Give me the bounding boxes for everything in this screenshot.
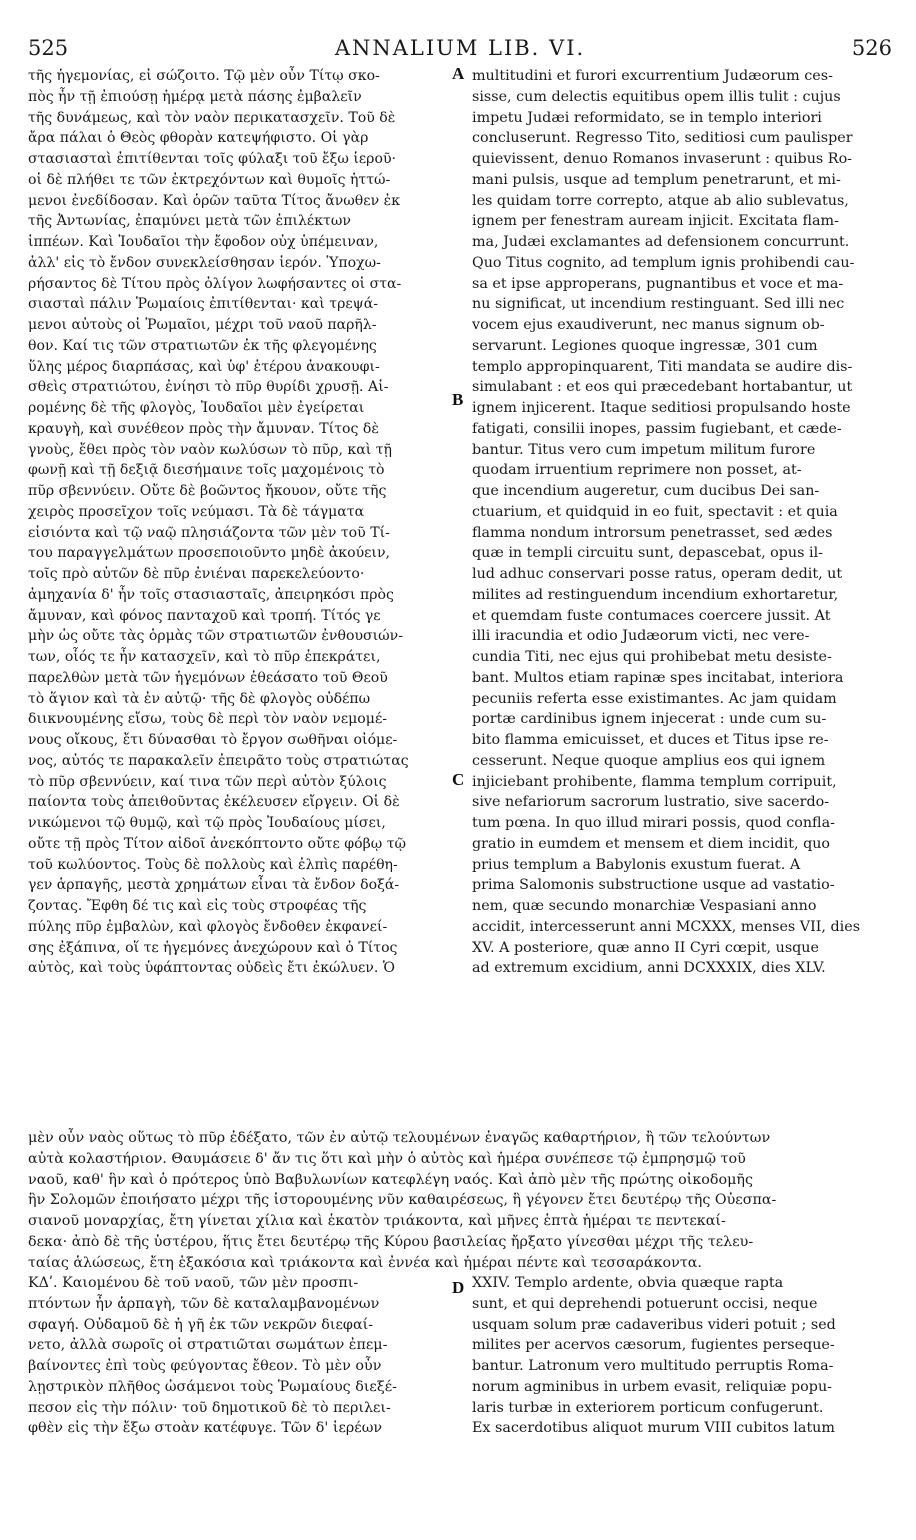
latin-text-line: portæ cardinibus ignem injecerat : unde cum su-	[472, 711, 827, 728]
greek-text-line: βαίνοντες ἐπὶ τοὺς φεύγοντας ἔθεον. Τὸ μὲν οὖν	[28, 1358, 382, 1374]
greek-text-line: πὸς ἦν τῇ ἐπιούσῃ ἡμέρᾳ μετὰ πάσης ἐμβαλεῖν	[28, 88, 362, 105]
greek-text-line: τῆς ἡγεμονίας, εἰ σώζοιτο. Τῷ μὲν οὖν Τίτῳ σκο-	[28, 68, 380, 84]
latin-text-line: XV. A posteriore, quæ anno II Cyri cœpit, usque	[472, 939, 819, 956]
greek-text-line: μενοι ἐνεδίδοσαν. Καὶ ὁρῶν ταῦτα Τίτος ἄνωθεν ἐκ	[28, 192, 401, 209]
latin-text-line: XXIV. Templo ardente, obvia quæque rapta	[472, 1275, 784, 1291]
latin-text-line: prima Salomonis substructione usque ad vastatio-	[472, 877, 835, 894]
greek-text-line: του παραγγελμάτων προσεποιοῦντο μηδὲ ἀκούειν,	[28, 545, 391, 562]
greek-text-line: νικώμενοι τῷ θυμῷ, καὶ τῷ πρὸς Ἰουδαίους μίσει,	[28, 815, 386, 831]
latin-text-line: tum pœna. In quo illud mirari possis, quod confla-	[472, 815, 835, 831]
greek-text-line: ἱππέων. Καὶ Ἰουδαῖοι τὴν ἔφοδον οὐχ ὑπέμειναν,	[28, 234, 379, 250]
greek-text-line: διικνουμένης εἴσω, τοὺς δὲ περὶ τὸν ναὸν νεμομέ-	[28, 711, 388, 728]
greek-text-line: ἣν Σολομῶν ἐποιήσατο μέχρι τῆς ἱστορουμένης νῦν καθαιρέσεως, ἣ γέγονεν ἔτει δευτέρῳ τῆς Οὐεσπα-	[28, 1192, 777, 1209]
latin-text-line: Ex sacerdotibus aliquot murum VIII cubitos latum	[472, 1420, 835, 1437]
latin-text-line: quievissent, denuo Romanos invaserunt : quibus Ro-	[472, 151, 853, 167]
greek-column	[28, 66, 460, 979]
latin-text-line: sa et ipse approperans, pugnantibus et voce et ma-	[472, 275, 844, 292]
greek-text-line: παίοντα τοὺς ἀπειθοῦντας ἐκέλευσεν εἴργειν. Οἱ δὲ	[28, 794, 400, 811]
page-number-right: 526	[851, 36, 892, 60]
greek-text-line: ρήσαντος δὲ Τίτου πρὸς ὀλίγον λωφήσαντες οἱ στα-	[28, 275, 402, 292]
greek-text-line: σφαγή. Οὐδαμοῦ δὲ ἡ γῆ ἐκ τῶν νεκρῶν διεφαί-	[28, 1316, 374, 1333]
latin-text-line: ma, Judæi exclamantes ad defensionem concurrunt.	[472, 234, 850, 250]
latin-text-line: simulabant : et eos qui præcedebant hortabantur, ut	[472, 379, 853, 396]
greek-text-line: οἱ δὲ πλήθει τε τῶν ἐκτρεχόντων καὶ θυμοῖς ἡττώ-	[28, 171, 391, 188]
greek-full-width-paragraph	[28, 1128, 894, 1273]
greek-text-line: ταίας ἁλώσεως, ἔτη ἑξακόσια καὶ τριάκοντα καὶ ἐννέα καὶ ἡμέραι πέντε καὶ τεσσαράκοντα.	[28, 1254, 702, 1271]
latin-chapter-24	[472, 1273, 894, 1439]
greek-text-line: δεκα· ἀπὸ δὲ τῆς ὑστέρου, ἥτις ἔτει δευτέρῳ τῆς Κύρου βασιλείας ἤρξατο γίνεσθαι μέχρι τῆς τελευ-	[28, 1233, 754, 1250]
latin-text-line: vocem ejus exaudiverunt, nec manus signum ob-	[472, 317, 825, 333]
latin-text-line: pecuniis referta esse existimantes. Ac jam quidam	[472, 690, 837, 707]
greek-text-line: πύλης πῦρ ἐμβαλὼν, καὶ φλογὸς ἔνδοθεν ἐκφανεί-	[28, 918, 388, 935]
greek-text-line: φθὲν εἰς τὴν ἔξω στοὰν κατέφυγε. Τῶν δ' ἱερέων	[28, 1420, 383, 1437]
latin-text-line: quodam irruentium reprimere non posset, at-	[472, 462, 802, 479]
latin-text-line: nem, quæ secundo monarchiæ Vespasiani anno	[472, 898, 817, 914]
latin-text-line: bantur. Latronum vero multitudo perruptis Roma-	[472, 1358, 834, 1374]
greek-text-line: μὴν ὡς οὔτε τὰς ὁρμὰς τῶν στρατιωτῶν ἐνθουσιών-	[28, 628, 404, 645]
greek-text-line: νος, αὐτός τε παρακαλεῖν ἐπειρᾶτο τοὺς στρατιώτας	[28, 752, 409, 769]
greek-text-line: νους οἴκους, ἔτι δύνασθαι τὸ ἔργον σωθῆναι οἰόμε-	[28, 732, 398, 748]
latin-text-line: servarunt. Legiones quoque ingressæ, 301 cum	[472, 337, 818, 354]
latin-text-line: mani pulsis, usque ad templum penetrarunt, et mi-	[472, 171, 841, 188]
latin-text-line: bito flamma emicuisset, et duces et Titus ipse re-	[472, 732, 829, 748]
greek-text-line: πῦρ σβεννύειν. Οὔτε δὲ βοῶντος ἤκουον, οὔτε τῆς	[28, 483, 387, 499]
latin-text-line: illi iracundia et odio Judæorum victi, nec vere-	[472, 628, 810, 645]
latin-text-line: injiciebant prohibente, flamma templum corripuit,	[472, 773, 837, 790]
greek-text-line: ναοῦ, καθ' ἣν καὶ ὁ πρότερος ὑπὸ Βαβυλωνίων κατεφλέγη ναός. Καὶ ἀπὸ μὲν τῆς πρώτης οἰκοδομῆς	[28, 1171, 753, 1188]
latin-text-line: et quemdam fuste contumaces coercere jussit. At	[472, 607, 831, 624]
greek-text-line: ἄμυναν, καὶ φόνος πανταχοῦ καὶ τροπή. Τίτός γε	[28, 607, 381, 624]
greek-text-line: ἀμηχανία δ' ἦν τοῖς στασιασταῖς, ἀπειρηκόσι πρὸς	[28, 586, 394, 603]
greek-text-line: σθεὶς στρατιώτου, ἐνίησι τὸ πῦρ θυρίδι χρυσῇ. Αἱ-	[28, 379, 389, 396]
section-marker-a: A	[452, 64, 465, 83]
greek-text-line: θον. Καί τις τῶν στρατιωτῶν ἐκ τῆς φλεγομένης	[28, 337, 377, 354]
latin-text-line: nu significat, ut incendium restinguant. Sed illi nec	[472, 296, 845, 313]
latin-text-line: templo appropinquarent, Titi mandata se audire dis-	[472, 358, 853, 375]
greek-text-line: νετο, ἀλλὰ σωροῖς οἱ στρατιῶται σωμάτων ἐπεμ-	[28, 1337, 388, 1354]
latin-text-line: sisse, cum delectis equitibus opem illis tulit : cujus	[472, 88, 841, 105]
latin-text-line: concluserunt. Regresso Tito, seditiosi cum paulisper	[472, 130, 853, 147]
latin-text-line: gratio in eumdem et mensem et diem incidit, quo	[472, 835, 831, 852]
latin-text-line: bant. Multos etiam rapinæ spes incitabat, interiora	[472, 669, 844, 686]
latin-text-line: que incendium augeretur, cum ducibus Dei san-	[472, 483, 820, 499]
latin-column	[472, 66, 894, 979]
latin-text-line: quæ in templi circuitu sunt, depascebat, opus il-	[472, 545, 823, 562]
latin-text-line: laris turbæ in exteriorem porticum confugerunt.	[472, 1399, 824, 1416]
greek-text-line: τὸ ἅγιον καὶ τὰ ἐν αὐτῷ· τῆς δὲ φλογὸς οὐδέπω	[28, 690, 371, 707]
greek-text-line: σιασταὶ πάλιν Ῥωμαίοις ἐπιτίθενται· καὶ τρεψά-	[28, 296, 378, 313]
latin-text-line: norum agminibus in urbem evasit, reliquiæ popu-	[472, 1378, 832, 1395]
greek-text-line: τὸ πῦρ σβεννύειν, καί τινα τῶν περὶ αὐτὸν ξύλοις	[28, 773, 387, 790]
greek-text-line: σιανοῦ μοναρχίας, ἔτη γίνεται χίλια καὶ ἑκατὸν τριάκοντα, καὶ μῆνες ἑπτὰ ἡμέραι τε πεντεκαί-	[28, 1213, 726, 1229]
latin-text-line: lud adhuc conservari posse ratus, operam dedit, ut	[472, 566, 843, 582]
greek-text-line: λῃστρικὸν πλῆθος ὠσάμενοι τοὺς Ῥωμαίους διεξέ-	[28, 1378, 397, 1395]
latin-text-line: milites per acervos cæsorum, fugientes perseque-	[472, 1337, 835, 1354]
latin-text-line: impetu Judæi reformidato, se in templo interiori	[472, 109, 822, 126]
latin-text-line: cundia Titi, nec ejus qui prohibebat metu desiste-	[472, 649, 832, 665]
section-marker-c: C	[452, 770, 465, 789]
greek-text-line: τῆς δυνάμεως, καὶ τὸν ναὸν περικατασχεῖν. Τοῦ δὲ	[28, 109, 396, 126]
greek-text-line: μὲν οὖν ναὸς οὕτως τὸ πῦρ ἐδέξατο, τῶν ἐν αὐτῷ τελουμένων ἐναγῶς καθαρτήριον, ἢ τῶν τελούντων	[28, 1130, 771, 1146]
greek-text-line: παρελθὼν μετὰ τῶν ἡγεμόνων ἐθεάσατο τοῦ Θεοῦ	[28, 669, 388, 686]
greek-text-line: κραυγὴ, καὶ συνέθεον πρὸς τὴν ἄμυναν. Τίτος δὲ	[28, 420, 379, 437]
latin-text-line: ad extremum excidium, anni DCXXXIX, dies XLV.	[472, 960, 826, 977]
latin-text-line: usquam solum præ cadaveribus videri potuit ; sed	[472, 1316, 836, 1333]
latin-text-line: multitudini et furori excurrentium Judæorum ces-	[472, 68, 833, 84]
greek-text-line: αὐτὰ κολαστήριον. Θαυμάσειε δ' ἄν τις ὅτι καὶ μὴν ὁ αὐτὸς καὶ ἡμέρα συνέπεσε τῷ ἐμπρησμῷ τοῦ	[28, 1150, 746, 1167]
latin-text-line: ignem per fenestram auream injicit. Excitata flam-	[472, 213, 839, 230]
latin-text-line: les quidam torre correpto, atque ab alio sublevatus,	[472, 192, 849, 209]
latin-text-line: milites ad restinguendum incendium exhortaretur,	[472, 586, 839, 603]
latin-text-line: sive nefariorum sacrorum lustratio, sive sacerdo-	[472, 794, 830, 811]
greek-text-line: στασιασταὶ ἐπιτίθενται τοῖς φύλαξι τοῦ ἔξω ἱεροῦ·	[28, 151, 396, 167]
greek-text-line: φωνῇ καὶ τῇ δεξιᾷ διεσήμαινε τοῖς μαχομένοις τὸ	[28, 462, 385, 479]
latin-text-line: ignem injicerent. Itaque seditiosi propulsando hoste	[472, 400, 851, 416]
greek-text-line: μενοι αὐτοὺς οἱ Ῥωμαῖοι, μέχρι τοῦ ναοῦ παρῆλ-	[28, 317, 377, 333]
greek-text-line: εἰσιόντα καὶ τῷ ναῷ πλησιάζοντα τῶν μὲν τοῦ Τί-	[28, 524, 390, 541]
latin-text-line: fatigati, consilii inopes, passim fugiebant, et cæde-	[472, 420, 842, 437]
page-number-left: 525	[28, 36, 69, 60]
latin-text-line: accidit, intercesserunt anni MCXXX, menses VII, dies	[472, 918, 861, 935]
greek-text-line: πεσον εἰς τὴν πόλιν· τοῦ δημοτικοῦ δὲ τὸ περιλει-	[28, 1399, 391, 1416]
greek-text-line: ὕλης μέρος διαρπάσας, καὶ ὑφ' ἑτέρου ἀνακουφι-	[28, 358, 380, 375]
greek-text-line: ἀλλ' εἰς τὸ ἔνδον συνεκλείσθησαν ἱερόν. Ὑποχω-	[28, 254, 381, 271]
latin-text-line: flamma nondum introrsum penetrasset, sed ædes	[472, 524, 833, 541]
greek-text-line: ΚΔʹ. Καιομένου δὲ τοῦ ναοῦ, τῶν μὲν προσπι-	[28, 1275, 359, 1291]
greek-text-line: γνοὺς, ἔθει πρὸς τὸν ναὸν κωλύσων τὸ πῦρ, καὶ τῇ	[28, 441, 392, 458]
running-header	[28, 36, 892, 66]
latin-text-line: prius templum a Babylonis exustum fuerat. A	[472, 856, 801, 873]
greek-text-line: τοῦ κωλύοντος. Τοὺς δὲ πολλοὺς καὶ ἐλπὶς παρέθη-	[28, 856, 398, 873]
latin-text-line: cesserunt. Neque quoque amplius eos qui ignem	[472, 752, 826, 769]
greek-text-line: οὔτε τῇ πρὸς Τίτον αἰδοῖ ἀνεκόπτοντο οὔτε φόβῳ τῷ	[28, 835, 406, 852]
latin-text-line: ctuarium, et quidquid in eo fuit, spectavit : et quia	[472, 503, 838, 520]
greek-text-line: τῆς Ἀντωνίας, ἐπαμύνει μετὰ τῶν ἐπιλέκτων	[28, 213, 351, 230]
latin-text-line: Quo Titus cognito, ad templum ignis prohibendi cau-	[472, 254, 855, 271]
greek-text-line: σης ἐξάπινα, οἵ τε ἡγεμόνες ἀνεχώρουν καὶ ὁ Τίτος	[28, 939, 398, 956]
greek-text-line: ζοντας. Ἔφθη δέ τις καὶ εἰς τοὺς στροφέας τῆς	[28, 898, 367, 914]
greek-text-line: αὐτὸς, καὶ τοὺς ὑφάπτοντας οὐδεὶς ἔτι ἐκώλυεν. Ὁ	[28, 960, 395, 977]
latin-text-line: sunt, et qui deprehendi potuerunt occisi, neque	[472, 1295, 818, 1312]
running-title: ANNALIUM LIB. VI.	[334, 36, 586, 60]
greek-text-line: ρομένης δὲ τῆς φλογὸς, Ἰουδαῖοι μὲν ἐγείρεται	[28, 400, 365, 416]
section-marker-d: D	[452, 1278, 465, 1297]
greek-text-line: πτόντων ἦν ἁρπαγὴ, τῶν δὲ καταλαμβανομένων	[28, 1295, 380, 1312]
greek-text-line: τοῖς πρὸ αὐτῶν δὲ πῦρ ἐνιέναι παρεκελεύοντο·	[28, 566, 365, 582]
greek-text-line: των, οἷός τε ἦν κατασχεῖν, καὶ τὸ πῦρ ἐπεκράτει,	[28, 649, 381, 665]
latin-text-line: bantur. Titus vero cum impetum militum furore	[472, 441, 816, 458]
greek-text-line: γεν ἁρπαγῆς, μεστὰ χρημάτων εἶναι τὰ ἔνδον δοξά-	[28, 877, 400, 894]
section-marker-b: B	[452, 390, 464, 409]
greek-chapter-24	[28, 1273, 460, 1439]
greek-text-line: ἄρα πάλαι ὁ Θεὸς φθορὰν κατεψήφιστο. Οἱ γὰρ	[28, 130, 369, 147]
greek-text-line: χειρὸς προσεῖχον τοῖς νεύμασι. Τὰ δὲ τάγματα	[28, 503, 365, 520]
